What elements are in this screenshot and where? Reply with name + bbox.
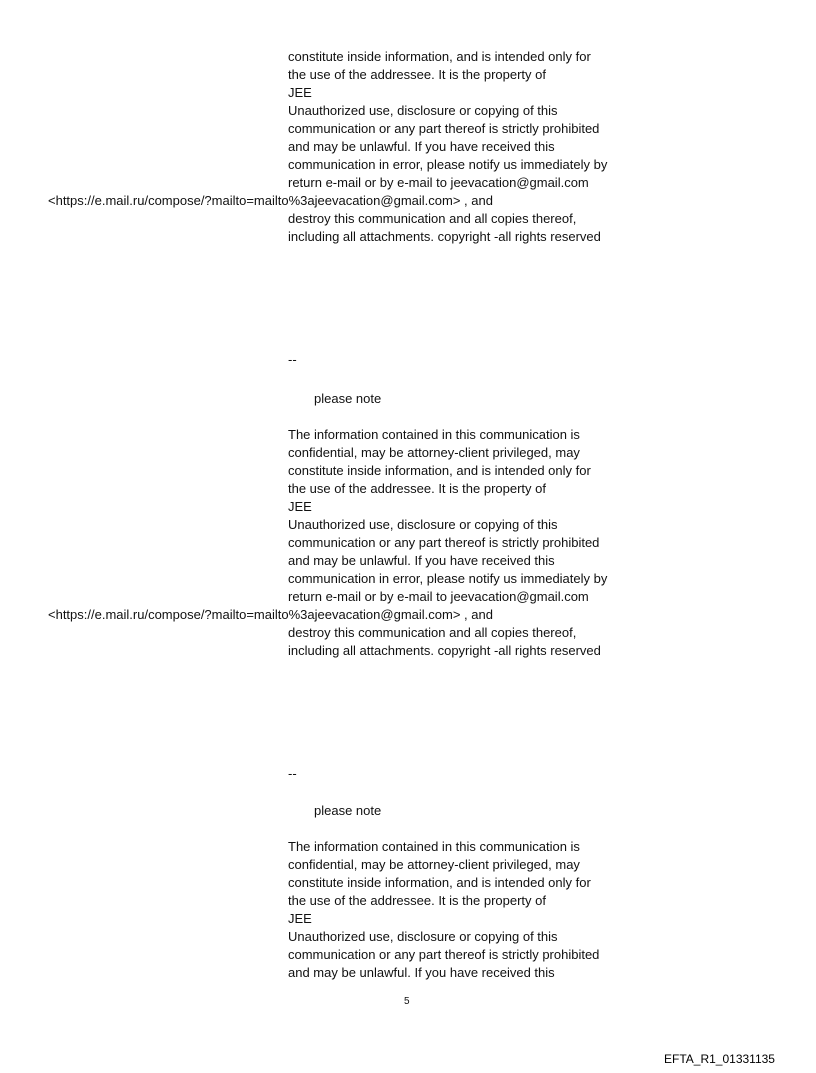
text-line: return e-mail or by e-mail to jeevacation@gmail.com: [288, 175, 589, 190]
text-line: Unauthorized use, disclosure or copying of this: [288, 517, 558, 532]
text-line: The information contained in this communication is: [288, 839, 580, 854]
page-number: 5: [404, 996, 410, 1007]
text-line: and may be unlawful. If you have received this: [288, 553, 555, 568]
please-note-heading: please note: [314, 803, 382, 818]
text-line: communication or any part thereof is strictly prohibited: [288, 121, 600, 136]
text-line: constitute inside information, and is intended only for: [288, 463, 591, 478]
text-line: JEE: [288, 499, 312, 514]
text-line: destroy this communication and all copies thereof,: [288, 211, 577, 226]
separator-dashes: --: [288, 766, 297, 781]
text-line: including all attachments. copyright -all rights reserved: [288, 643, 601, 658]
text-line: the use of the addressee. It is the property of: [288, 893, 546, 908]
document-id: EFTA_R1_01331135: [664, 1052, 775, 1066]
text-line: the use of the addressee. It is the property of: [288, 481, 546, 496]
text-line: Unauthorized use, disclosure or copying of this: [288, 103, 558, 118]
mailto-link-line: <https://e.mail.ru/compose/?mailto=mailto%3ajeevacation@gmail.com> , and: [48, 193, 493, 208]
text-line: communication or any part thereof is strictly prohibited: [288, 947, 600, 962]
text-line: destroy this communication and all copies thereof,: [288, 625, 577, 640]
text-line: JEE: [288, 85, 312, 100]
text-line: Unauthorized use, disclosure or copying of this: [288, 929, 558, 944]
text-line: including all attachments. copyright -all rights reserved: [288, 229, 601, 244]
text-line: communication in error, please notify us immediately by: [288, 157, 608, 172]
text-line: communication in error, please notify us immediately by: [288, 571, 608, 586]
text-line: constitute inside information, and is intended only for: [288, 49, 591, 64]
text-line: confidential, may be attorney-client privileged, may: [288, 857, 580, 872]
mailto-link-line: <https://e.mail.ru/compose/?mailto=mailto%3ajeevacation@gmail.com> , and: [48, 607, 493, 622]
text-line: and may be unlawful. If you have received this: [288, 139, 555, 154]
text-line: confidential, may be attorney-client privileged, may: [288, 445, 580, 460]
text-line: constitute inside information, and is intended only for: [288, 875, 591, 890]
text-line: JEE: [288, 911, 312, 926]
text-line: return e-mail or by e-mail to jeevacation@gmail.com: [288, 589, 589, 604]
text-line: The information contained in this communication is: [288, 427, 580, 442]
please-note-heading: please note: [314, 391, 382, 406]
text-line: and may be unlawful. If you have received this: [288, 965, 555, 980]
separator-dashes: --: [288, 352, 297, 367]
text-line: communication or any part thereof is strictly prohibited: [288, 535, 600, 550]
text-line: the use of the addressee. It is the property of: [288, 67, 546, 82]
